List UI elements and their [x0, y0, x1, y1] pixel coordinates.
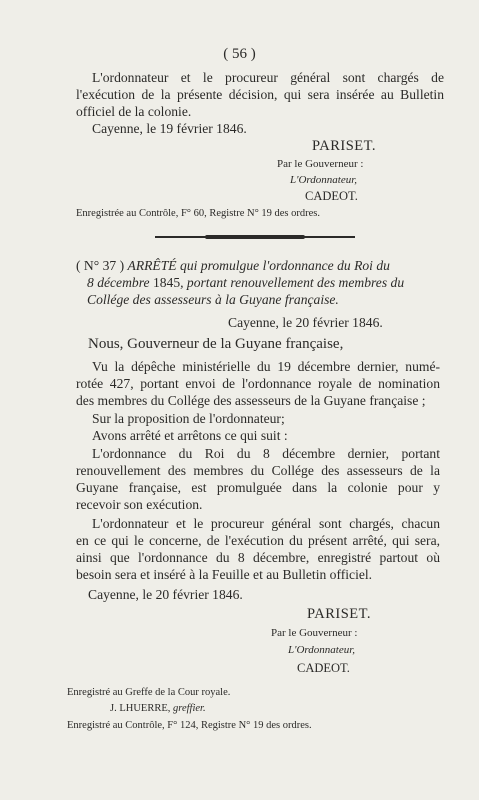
arrete-title-line1: qui promulgue l'ordonnance du Roi du [180, 258, 390, 273]
decision-registration: Enregistrée au Contrôle, F° 60, Registre N° 19 des ordres. [76, 208, 321, 219]
arrete-title-word: ARRÊTÉ [127, 258, 177, 273]
arrete-title-year: 1845 [152, 275, 181, 290]
decision-para-line-2: l'exécution de la présente décision, qui sera insérée au Bulletin [76, 87, 444, 102]
art2-line-1: L'ordonnateur et le procureur général sont chargés, chacun [92, 516, 440, 531]
art2-line-4: besoin sera et inséré à la Feuille et au Bulletin officiel. [76, 567, 373, 582]
arrete-title-line-2 [87, 275, 404, 291]
greffier-role: greffier. [173, 703, 206, 714]
arrete-nous: Nous, Gouverneur de la Guyane française, [88, 336, 344, 352]
decision-para-line-3: officiel de la colonie. [76, 104, 192, 119]
decision-date: Cayenne, le 19 février 1846. [92, 121, 247, 136]
vu-line-1: Vu la dépêche ministérielle du 19 décembre dernier, numé- [92, 359, 440, 374]
decision-para-line-1: L'ordonnateur et le procureur général sont chargés de [92, 70, 444, 85]
arrete-by-line: Par le Gouverneur : [271, 627, 358, 639]
art2-line-2: en ce qui le concerne, de l'exécution du présent arrêté, qui sera, [76, 533, 440, 548]
page-number: ( 56 ) [223, 46, 256, 62]
section-divider [155, 236, 355, 238]
arrete-title-line-3: Collége des assesseurs à la Guyane française. [87, 292, 339, 307]
art2-line-3: ainsi que l'ordonnance du 8 décembre, enregistré partout où [76, 550, 440, 565]
greffier-line [110, 703, 206, 714]
decision-signatory: PARISET. [312, 138, 377, 154]
proposition: Sur la proposition de l'ordonnateur; [92, 411, 285, 426]
vu-line-3: des membres du Collége des assesseurs de la Guyane française ; [76, 393, 426, 408]
arrete-number: ( N° 37 ) [76, 258, 125, 273]
arrete-signatory: PARISET. [307, 606, 372, 622]
greffier-name: J. LHUERRE, [110, 703, 171, 714]
arrete-name: CADEOT. [297, 661, 350, 675]
arrete-title-line-1 [76, 258, 390, 274]
greffe-registration: Enregistré au Greffe de la Cour royale. [67, 687, 231, 698]
arrete-date-bottom: Cayenne, le 20 février 1846. [88, 587, 243, 602]
art1-line-3: Guyane française, est promulguée dans la colonie pour y [76, 480, 440, 495]
art1-line-4: recevoir son exécution. [76, 497, 203, 512]
arrete-title-rest: , portant renouvellement des membres du [180, 275, 405, 290]
art1-line-2: renouvellement des membres du Collége des assesseurs de la [76, 463, 440, 478]
decision-role: L'Ordonnateur, [290, 174, 358, 186]
arrete-date-top: Cayenne, le 20 février 1846. [228, 315, 383, 330]
decision-by-line: Par le Gouverneur : [277, 158, 364, 170]
avons-arrete: Avons arrêté et arrêtons ce qui suit : [92, 428, 288, 443]
controle-registration: Enregistré au Contrôle, F° 124, Registre N° 19 des ordres. [67, 720, 312, 731]
vu-line-2: rotée 427, portant envoi de l'ordonnance royale de nomination [76, 376, 440, 391]
arrete-title-date: 8 décembre [87, 275, 150, 290]
art1-line-1: L'ordonnance du Roi du 8 décembre dernier, portant [92, 446, 440, 461]
arrete-role: L'Ordonnateur, [288, 644, 356, 656]
decision-name: CADEOT. [305, 189, 358, 203]
